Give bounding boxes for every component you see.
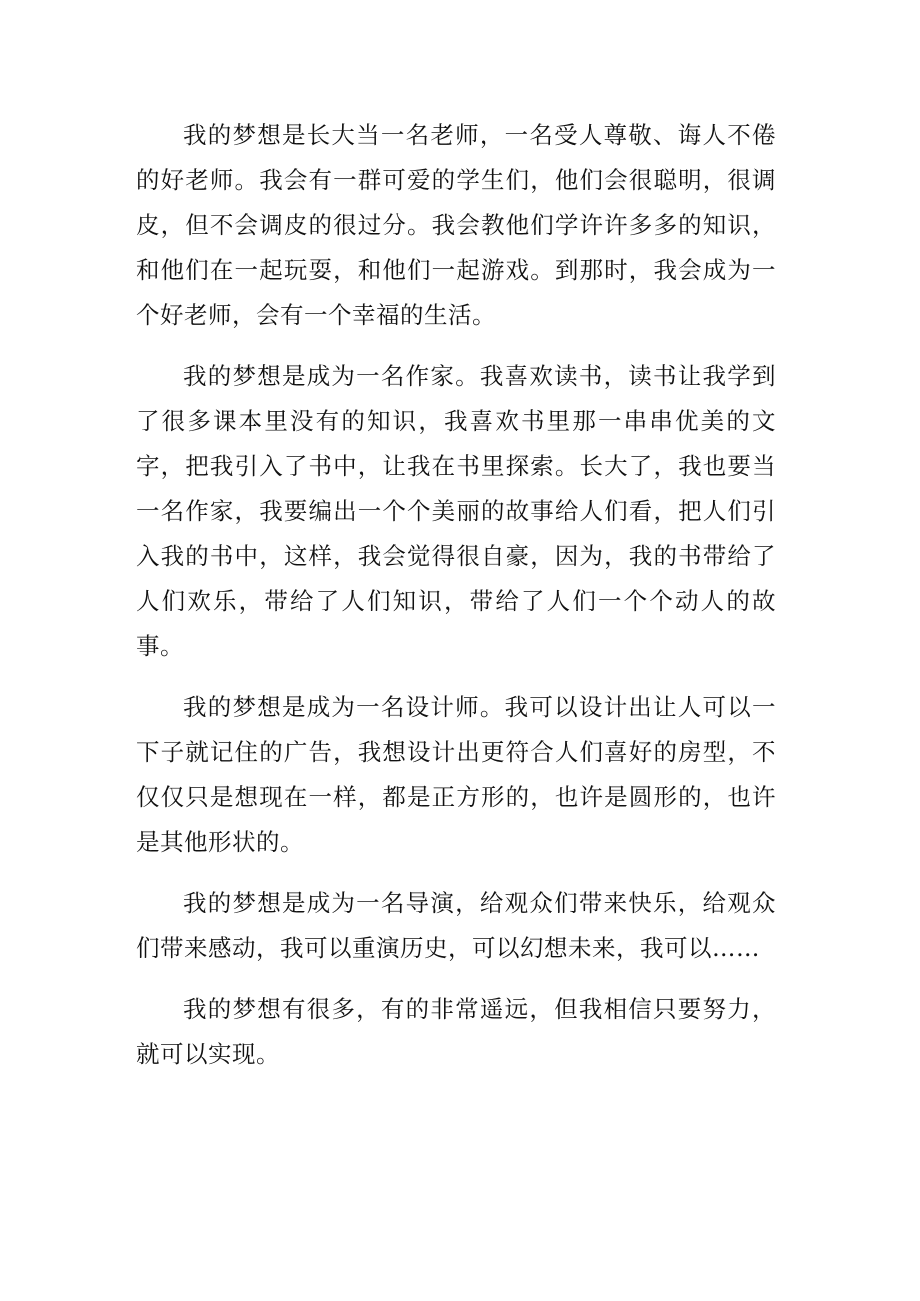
paragraph-designer: 我的梦想是成为一名设计师。我可以设计出让人可以一下子就记住的广告，我想设计出更符合人们喜好的房型，不仅仅只是想现在一样，都是正方形的，也许是圆形的，也许是其他形状的。 bbox=[136, 693, 776, 856]
paragraph-conclusion: 我的梦想有很多，有的非常遥远，但我相信只要努力，就可以实现。 bbox=[136, 995, 776, 1068]
document-body bbox=[136, 113, 776, 1093]
paragraph-teacher: 我的梦想是长大当一名老师，一名受人尊敬、诲人不倦的好老师。我会有一群可爱的学生们，他们会很聪明，很调皮，但不会调皮的很过分。我会教他们学许许多多的知识，和他们在一起玩耍，和他们一起游戏。到那时，我会成为一个好老师，会有一个幸福的生活。 bbox=[136, 121, 776, 329]
paragraph-director: 我的梦想是成为一名导演，给观众们带来快乐，给观众们带来感动，我可以重演历史，可以幻想未来，我可以…… bbox=[136, 889, 776, 962]
paragraph-writer: 我的梦想是成为一名作家。我喜欢读书，读书让我学到了很多课本里没有的知识，我喜欢书里那一串串优美的文字，把我引入了书中，让我在书里探索。长大了，我也要当一名作家，我要编出一个个美丽的故事给人们看，把人们引入我的书中，这样，我会觉得很自豪，因为，我的书带给了人们欢乐，带给了人们知识，带给了人们一个个动人的故事。 bbox=[136, 362, 776, 660]
